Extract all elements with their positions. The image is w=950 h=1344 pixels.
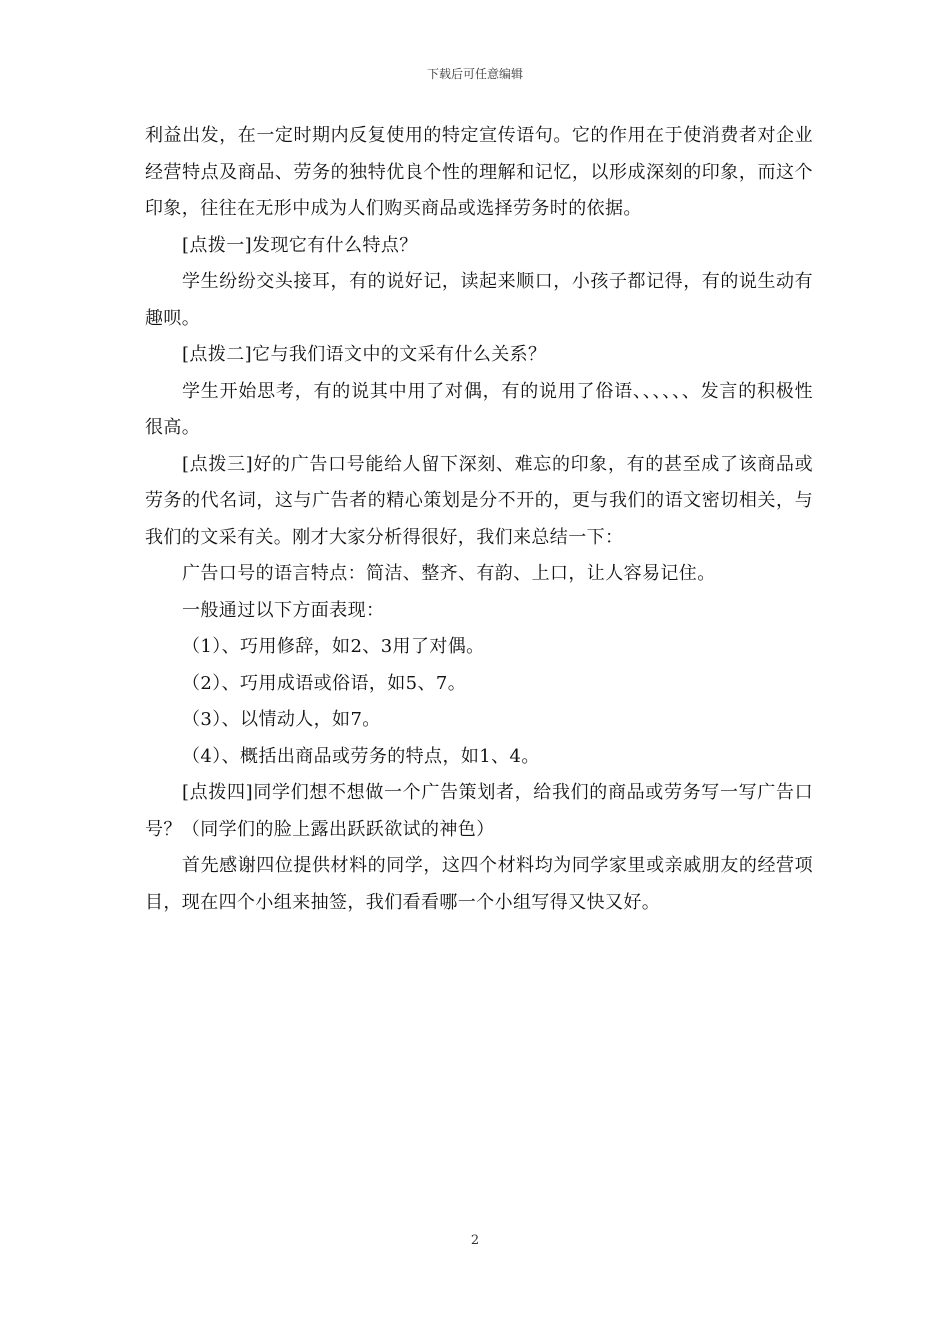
paragraph-student-response-two: 学生开始思考，有的说其中用了对偶，有的说用了俗语、、、、、、发言的积极性很高。 <box>145 380 813 438</box>
paragraph-student-response-one: 学生纷纷交头接耳，有的说好记，读起来顺口，小孩子都记得，有的说生动有趣呗。 <box>145 271 813 329</box>
paragraph-hint-one: [点拨一]发现它有什么特点？ <box>182 234 418 256</box>
page-header: 下载后可任意编辑 <box>426 67 523 81</box>
paragraph-language-features: 广告口号的语言特点：简洁、整齐、有韵、上口，让人容易记住。 <box>182 563 716 584</box>
page-number: 2 <box>470 1233 480 1248</box>
paragraph-expression-intro: 一般通过以下方面表现： <box>182 599 385 621</box>
document-body <box>145 118 813 921</box>
list-item-features: （4）、概括出商品或劳务的特点，如1、4。 <box>182 745 540 767</box>
paragraph-hint-three: [点拨三]好的广告口号能给人留下深刻、难忘的印象，有的甚至成了该商品或劳务的代名词，这与广告者的精心策划是分不开的，更与我们的语文密切相关，与我们的文采有关。刚才大家分析得很好，我们来总结一下： <box>145 453 813 548</box>
paragraph-closing: 首先感谢四位提供材料的同学，这四个材料均为同学家里或亲戚朋友的经营项目，现在四个小组来抽签，我们看看哪一个小组写得又快又好。 <box>145 855 813 913</box>
list-item-idioms: （2）、巧用成语或俗语，如5、7。 <box>182 672 467 694</box>
list-item-rhetoric: （1）、巧用修辞，如2、3用了对偶。 <box>182 636 485 657</box>
paragraph-continuation: 利益出发，在一定时期内反复使用的特定宣传语句。它的作用在于使消费者对企业经营特点及商品、劳务的独特优良个性的理解和记忆，以形成深刻的印象，而这个印象，往往在无形中成为人们购买商品或选择劳务时的依据。 <box>145 125 813 219</box>
list-item-emotion: （3）、以情动人，如7。 <box>182 709 381 730</box>
paragraph-hint-four: [点拨四]同学们想不想做一个广告策划者，给我们的商品或劳务写一写广告口号？（同学们的脸上露出跃跃欲试的神色） <box>145 782 813 840</box>
paragraph-hint-two: [点拨二]它与我们语文中的文采有什么关系？ <box>182 344 547 365</box>
